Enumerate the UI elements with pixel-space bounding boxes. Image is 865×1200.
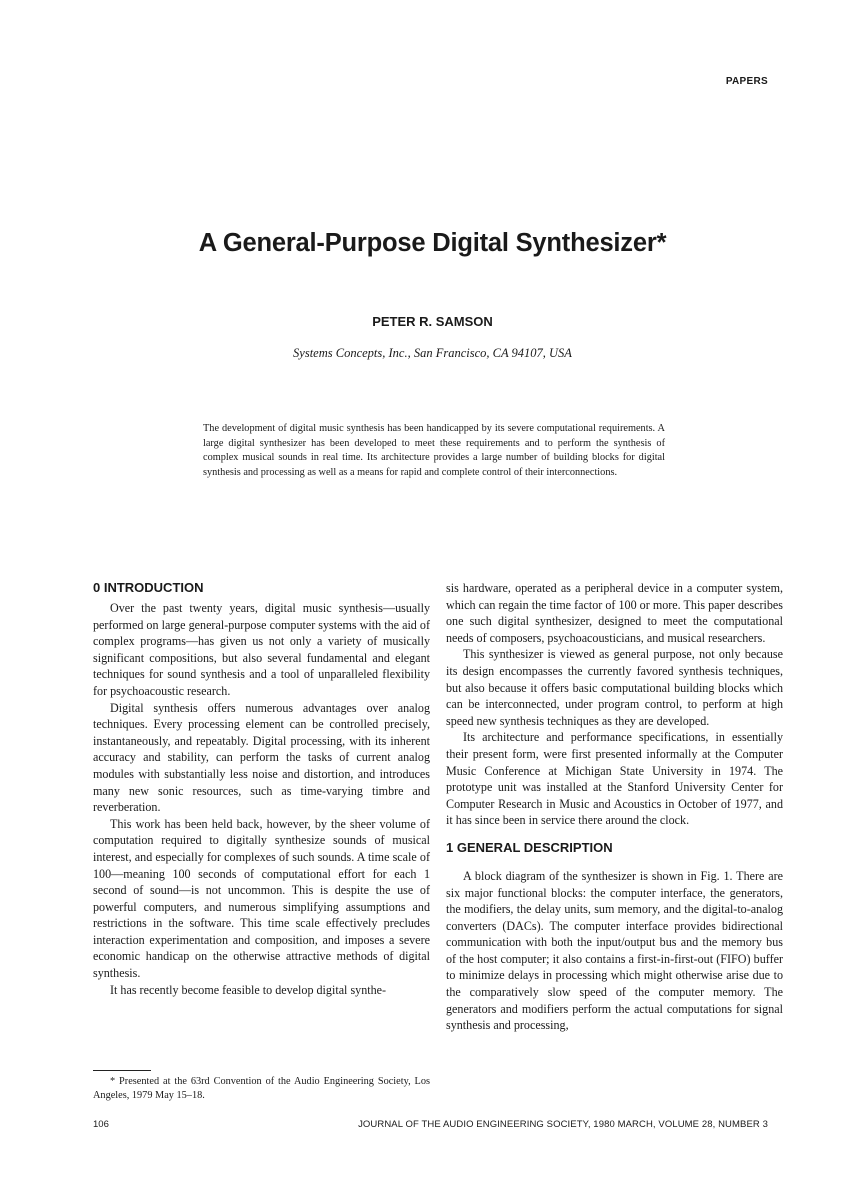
footnote-divider: [93, 1070, 151, 1071]
right-column: [446, 580, 783, 1034]
journal-footer: JOURNAL OF THE AUDIO ENGINEERING SOCIETY, 1980 MARCH, VOLUME 28, NUMBER 3: [358, 1119, 768, 1130]
abstract: The development of digital music synthesis has been handicapped by its severe computational requirements. A large digital synthesizer has been developed to meet these requirements and to perform the synthesis of complex musical sounds in real time. Its architecture provides a large number of building blocks for digital synthesis and processing as well as a means for rapid and complete control of their interconnections.: [203, 423, 665, 478]
paragraph: A block diagram of the synthesizer is shown in Fig. 1. There are six major functional blocks: the computer interface, the generators, the modifiers, the delay units, sum memory, and the digital-to-analog converters (DACs). The computer interface provides bidirectional communication with both the input/output bus and the memory bus of the host computer; it also contains a first-in-first-out (FIFO) buffer to minimize delays in processing which might otherwise arise due to the comparatively slow speed of the computer memory. The generators and modifiers perform the actual computations for signal synthesis and processing,: [446, 868, 783, 1033]
paragraph: This synthesizer is viewed as general purpose, not only because its design encompasses the currently favored synthesis techniques, but also because it offers basic computational building blocks which can be interconnected, under program control, to perform at high speed new synthesis techniques as they are developed.: [446, 647, 783, 728]
section-heading-introduction: 0 INTRODUCTION: [93, 580, 204, 595]
paragraph-continuation: sis hardware, operated as a peripheral device in a computer system, which can regain the time factor of 100 or more. This paper describes one such digital synthesizer, designed to meet the computational needs of composers, psychoacousticians, and musical researchers.: [446, 581, 783, 645]
left-column: [93, 580, 430, 998]
author-name: PETER R. SAMSON: [372, 314, 493, 329]
section-heading-general-description: 1 GENERAL DESCRIPTION: [446, 839, 613, 855]
paragraph: This work has been held back, however, by the sheer volume of computation required to digitally synthesize sounds of musical interest, and especially for complexes of such sounds. A time scale of 100—meaning 100 seconds of computational effort for each 1 second of sound—is not uncommon. This is despite the use of powerful computers, and numerous simplifying assumptions and restrictions in the software. This time scale effectively precludes interaction experimentation and composition, and imposes a severe economic handicap on the otherwise attractive methods of digital synthesis.: [93, 816, 430, 981]
running-header-section: PAPERS: [725, 76, 768, 87]
paragraph-continued: It has recently become feasible to develop digital synthe-: [110, 982, 387, 997]
page-number: 106: [93, 1119, 109, 1130]
author-affiliation: Systems Concepts, Inc., San Francisco, CA 94107, USA: [293, 346, 572, 360]
footnote: * Presented at the 63rd Convention of the Audio Engineering Society, Los Angeles, 1979 May 15–18.: [93, 1076, 430, 1101]
paragraph: Its architecture and performance specifications, in essentially their present form, were first presented informally at the Computer Music Conference at Michigan State University in 1974. The prototype unit was installed at the Stanford University Center for Computer Research in Music and Acoustics in October of 1977, and it has since been in service there around the clock.: [446, 730, 783, 828]
paragraph: Over the past twenty years, digital music synthesis—usually performed on large general-purpose computer systems with the aid of complex programs—has given us not only a variety of musically significant compositions, but also several fundamental and elegant techniques for sound synthesis and a tool of unparalleled flexibility for psychoacoustic research.: [93, 601, 430, 698]
paragraph: Digital synthesis offers numerous advantages over analog techniques. Every processing element can be controlled precisely, instantaneously, and repeatably. Digital processing, with its inherent accuracy and stability, can perform the tasks of current analog modules with substantially less noise and distortion, and introduces many new sonic resources, such as time-varying timbre and reverberation.: [93, 700, 430, 815]
paper-title: A General-Purpose Digital Synthesizer*: [198, 229, 667, 257]
